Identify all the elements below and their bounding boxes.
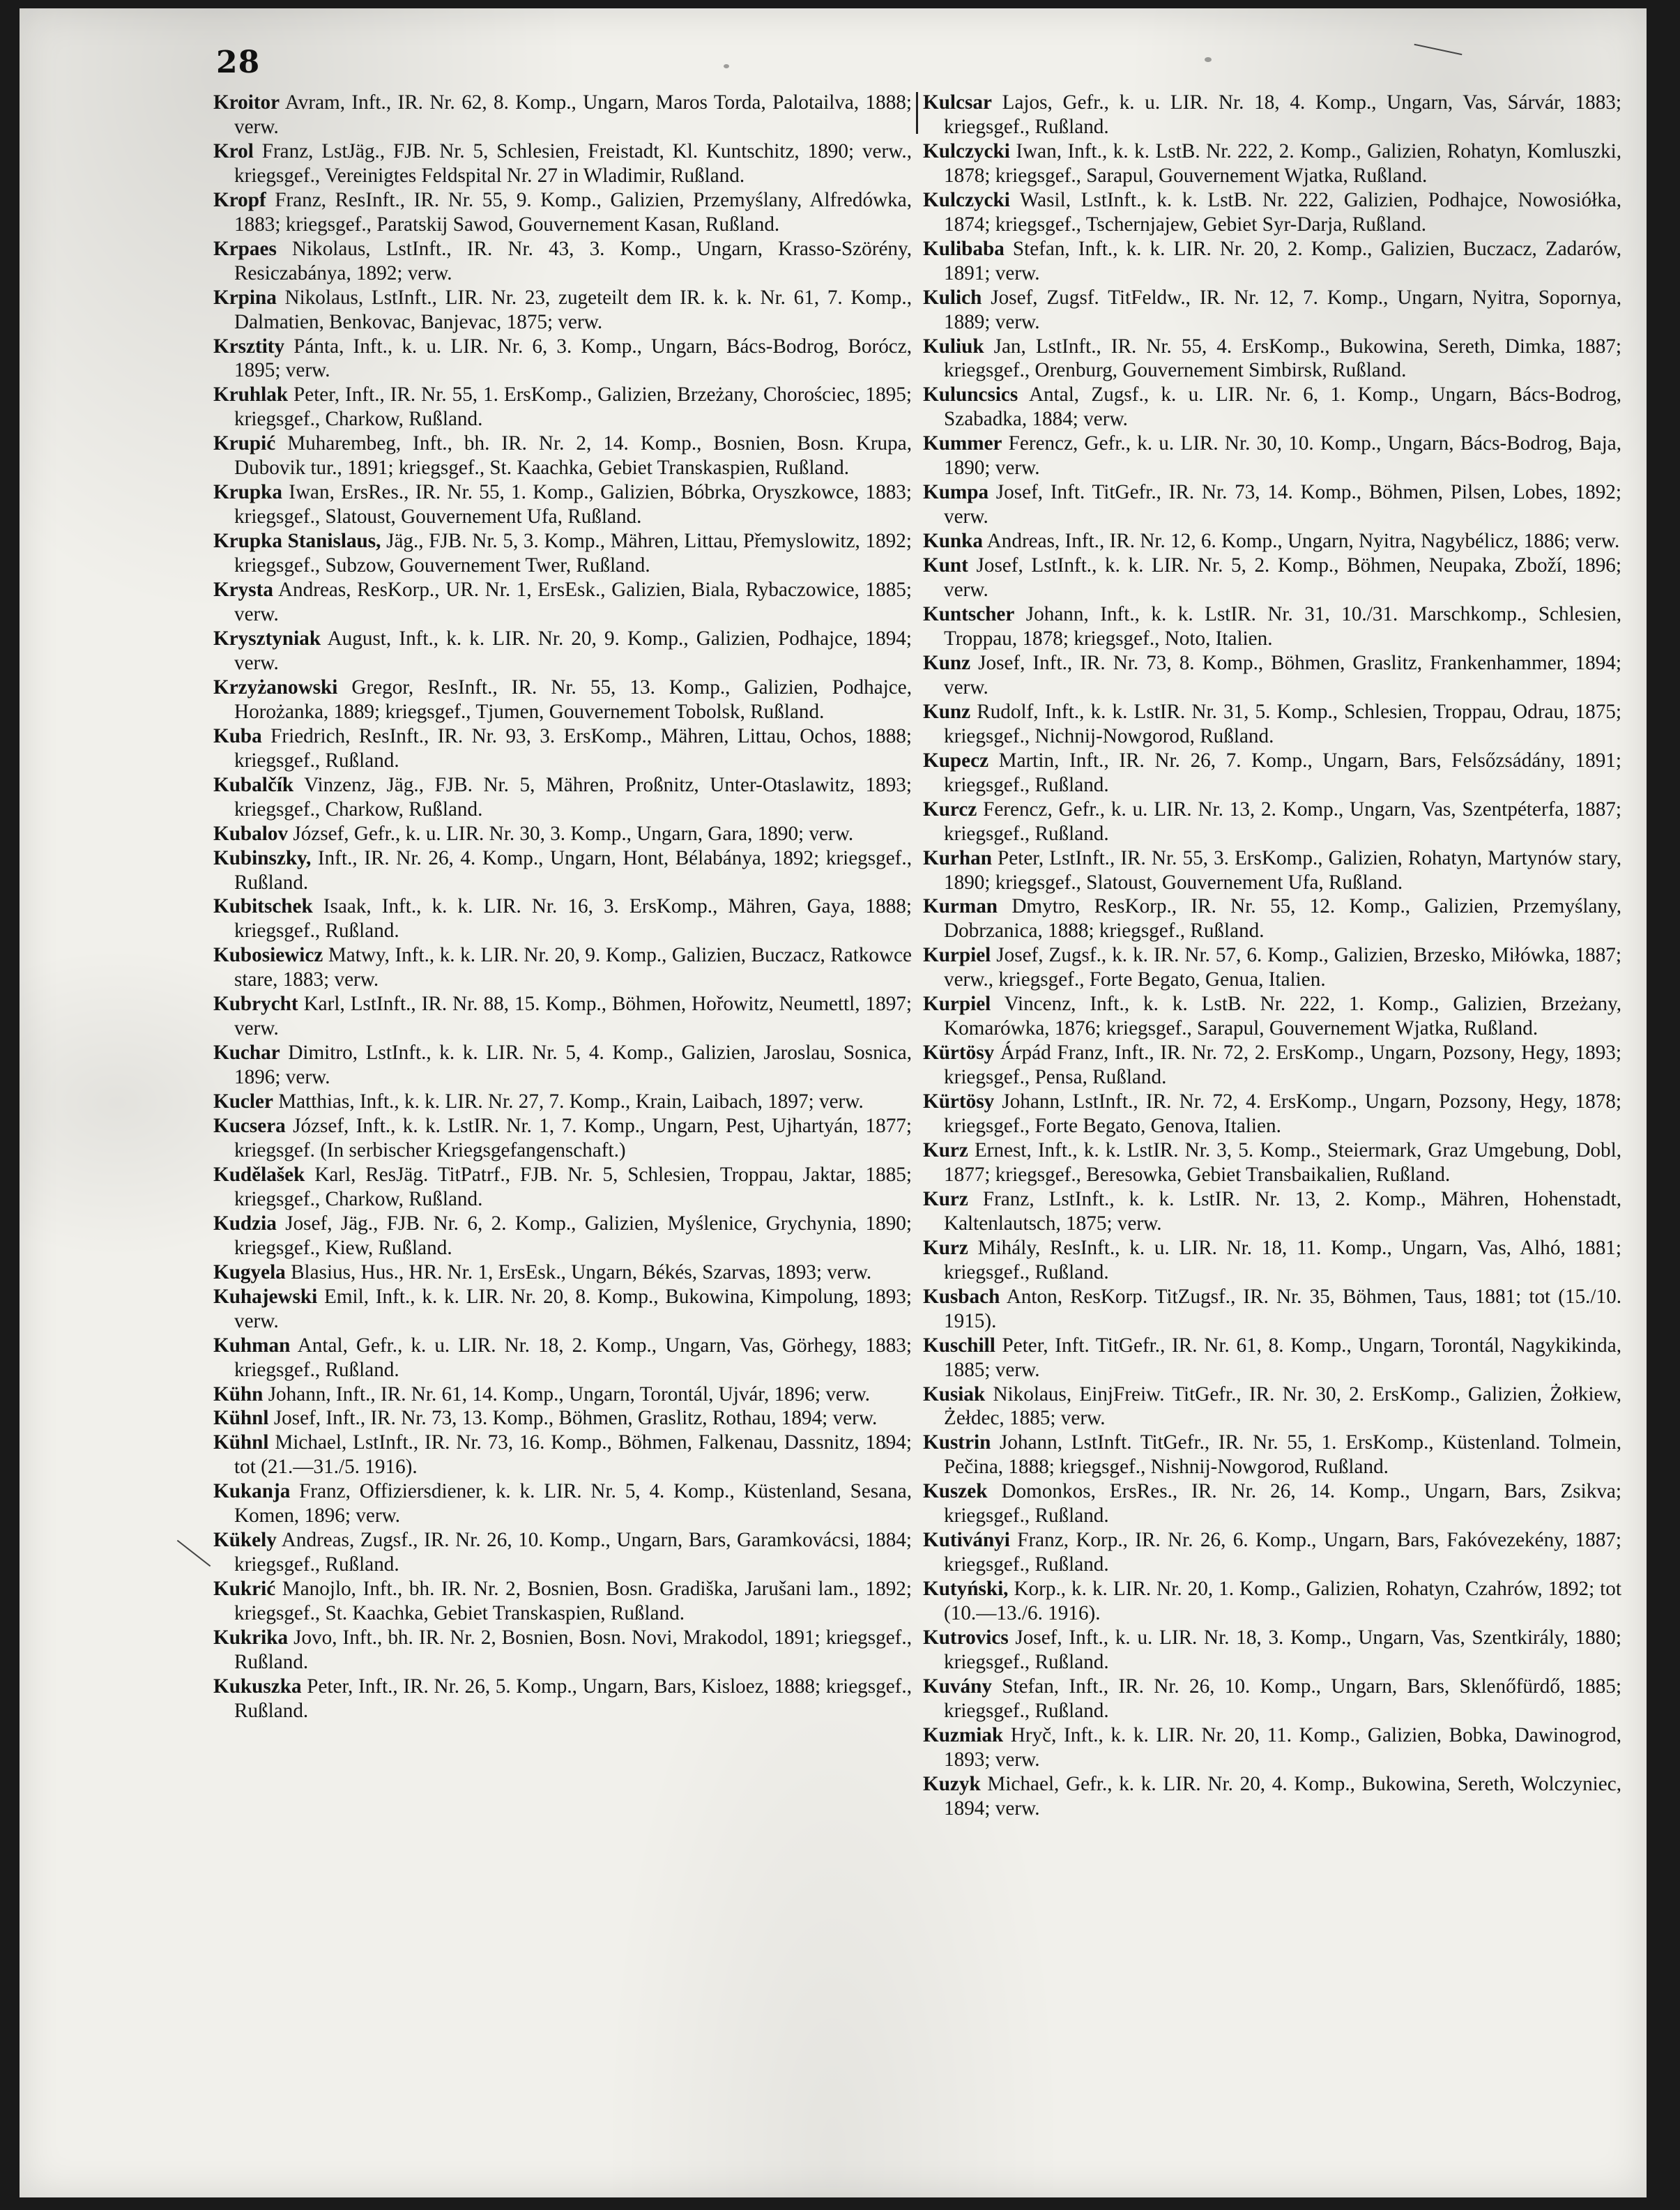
entry-surname: Kudzia	[213, 1212, 277, 1235]
list-entry	[923, 383, 1621, 432]
list-entry	[923, 480, 1621, 529]
entry-surname: Krzyżanowski	[213, 676, 338, 699]
entry-details: Peter, Inft., IR. Nr. 55, 1. ErsKomp., Galizien, Brzeżany, Chorościec, 1895; kriegsgef., Charkow, Rußland.	[234, 383, 912, 431]
list-entry	[923, 1675, 1621, 1723]
list-entry	[923, 91, 1621, 139]
page-number: 28	[216, 45, 261, 80]
list-entry	[213, 894, 912, 943]
entry-details: Franz, ResInft., IR. Nr. 55, 9. Komp., Galizien, Przemyślany, Alfredówka, 1883; kriegsgef., Paratskij Sawod, Gouvernement Kasan, Rußland.	[234, 188, 912, 236]
entry-details: Matthias, Inft., k. k. LIR. Nr. 27, 7. Komp., Krain, Laibach, 1897; verw.	[273, 1090, 864, 1113]
entry-details: Josef, Jäg., FJB. Nr. 6, 2. Komp., Galizien, Myślenice, Grychynia, 1890; kriegsgef., Kiew, Rußland.	[234, 1212, 912, 1259]
entry-details: Ferencz, Gefr., k. u. LIR. Nr. 30, 10. Komp., Ungarn, Bács-Bodrog, Baja, 1890; verw.	[944, 432, 1621, 480]
entry-surname: Krsztity	[213, 335, 285, 358]
entry-details: Pánta, Inft., k. u. LIR. Nr. 6, 3. Komp., Ungarn, Bács-Bodrog, Borócz, 1895; verw.	[234, 335, 912, 382]
list-entry	[213, 1406, 912, 1431]
entry-details: Andreas, Zugsf., IR. Nr. 26, 10. Komp., Ungarn, Bars, Garamkovácsi, 1884; kriegsgef., Rußland.	[234, 1529, 912, 1576]
entry-surname: Kükely	[213, 1529, 277, 1552]
entry-surname: Kurz	[923, 1236, 968, 1259]
entry-details: Martin, Inft., IR. Nr. 26, 7. Komp., Ungarn, Bars, Felsőzsádány, 1891; kriegsgef., Rußland.	[944, 749, 1621, 796]
list-entry	[923, 700, 1621, 749]
entry-surname: Kucsera	[213, 1115, 286, 1138]
entry-surname: Kubrycht	[213, 993, 298, 1016]
list-entry	[213, 188, 912, 237]
list-entry	[213, 1626, 912, 1675]
entry-details: Franz, LstInft., k. k. LstIR. Nr. 13, 2. Komp., Mähren, Hohenstadt, Kaltenlautsch, 1875; verw.	[944, 1187, 1621, 1235]
entry-surname: Kutiványi	[923, 1529, 1010, 1552]
list-entry	[923, 651, 1621, 700]
list-entry	[923, 529, 1621, 554]
entry-surname: Kurz	[923, 1187, 968, 1210]
entry-details: József, Gefr., k. u. LIR. Nr. 30, 3. Komp., Ungarn, Gara, 1890; verw.	[288, 822, 854, 845]
scan-mark	[177, 1540, 211, 1567]
entry-surname: Kulibaba	[923, 237, 1005, 260]
entry-details: Josef, Zugsf., k. k. IR. Nr. 57, 6. Komp., Galizien, Brzesko, Miłówka, 1887; verw., kriegsgef., Forte Begato, Genua, Italien.	[944, 944, 1621, 991]
entry-surname: Kühn	[213, 1382, 264, 1405]
entry-details: Karl, ResJäg. TitPatrf., FJB. Nr. 5, Schlesien, Troppau, Jaktar, 1885; kriegsgef., Charkow, Rußland.	[234, 1163, 912, 1210]
entry-surname: Kuhajewski	[213, 1285, 318, 1308]
scan-speck	[724, 64, 729, 68]
entry-surname: Kutyński,	[923, 1578, 1009, 1601]
entry-surname: Kuzyk	[923, 1772, 981, 1795]
list-entry	[923, 1431, 1621, 1479]
entry-surname: Kühnl	[213, 1407, 269, 1430]
entry-details: Andreas, ResKorp., UR. Nr. 1, ErsEsk., Galizien, Biala, Rybaczowice, 1885; verw.	[234, 579, 912, 626]
entry-details: Josef, Inft. TitGefr., IR. Nr. 73, 14. Komp., Böhmen, Pilsen, Lobes, 1892; verw.	[944, 481, 1621, 528]
entry-details: Ferencz, Gefr., k. u. LIR. Nr. 13, 2. Komp., Ungarn, Vas, Szentpéterfa, 1887; kriegsgef., Rußland.	[944, 798, 1621, 845]
list-entry	[213, 822, 912, 846]
list-entry	[923, 1236, 1621, 1285]
entry-details: Gregor, ResInft., IR. Nr. 55, 13. Komp., Galizien, Podhajce, Horożanka, 1889; kriegsgef., Tjumen, Gouvernement Tobolsk, Rußland.	[234, 676, 912, 723]
list-entry	[923, 237, 1621, 286]
entry-surname: Kurpiel	[923, 993, 991, 1016]
list-entry	[213, 1041, 912, 1090]
list-entry	[923, 1138, 1621, 1187]
entry-surname: Kurpiel	[923, 944, 991, 967]
list-entry	[923, 1187, 1621, 1236]
list-entry	[923, 286, 1621, 335]
entry-surname: Kunz	[923, 651, 971, 674]
entry-surname: Kuba	[213, 724, 262, 747]
entry-details: Manojlo, Inft., bh. IR. Nr. 2, Bosnien, Bosn. Gradiška, Jarušani lam., 1892; kriegsgef., St. Kaachka, Gebiet Transkaspien, Rußland.	[234, 1578, 912, 1625]
entry-surname: Kusbach	[923, 1285, 1000, 1308]
entry-details: Mihály, ResInft., k. u. LIR. Nr. 18, 11. Komp., Ungarn, Vas, Alhó, 1881; kriegsgef., Rußland.	[944, 1236, 1621, 1283]
list-entry	[923, 554, 1621, 602]
entry-details: Vincenz, Inft., k. k. LstB. Nr. 222, 1. Komp., Galizien, Brzeżany, Komarówka, 1876; kriegsgef., Sarapul, Gouvernement Wjatka, Rußland.	[944, 993, 1621, 1040]
list-entry	[213, 529, 912, 578]
entry-details: Josef, LstInft., k. k. LIR. Nr. 5, 2. Komp., Böhmen, Neupaka, Zboží, 1896; verw.	[944, 554, 1621, 602]
entry-details: Franz, LstJäg., FJB. Nr. 5, Schlesien, Freistadt, Kl. Kuntschitz, 1890; verw., kriegsgef., Vereinigtes Feldspital Nr. 27 in Wladimir, Rußland.	[234, 139, 912, 187]
entry-details: Stefan, Inft., k. k. LIR. Nr. 20, 2. Komp., Galizien, Buczacz, Zadarów, 1891; verw.	[944, 237, 1621, 284]
entry-details: Árpád Franz, Inft., IR. Nr. 72, 2. ErsKomp., Ungarn, Pozsony, Hegy, 1893; kriegsgef., Pensa, Rußland.	[944, 1042, 1621, 1089]
list-entry	[213, 992, 912, 1041]
list-entry	[213, 432, 912, 480]
entry-surname: Kubitschek	[213, 895, 313, 918]
left-column	[213, 91, 912, 1723]
entry-details: Nikolaus, EinjFreiw. TitGefr., IR. Nr. 30, 2. ErsKomp., Galizien, Żołkiew, Żełdec, 1885; verw.	[944, 1382, 1621, 1430]
list-entry	[213, 139, 912, 188]
entry-details: August, Inft., k. k. LIR. Nr. 20, 9. Komp., Galizien, Podhajce, 1894; verw.	[234, 627, 912, 674]
entry-details: Matwy, Inft., k. k. LIR. Nr. 20, 9. Komp., Galizien, Buczacz, Ratkowce stare, 1883; verw.	[234, 944, 912, 991]
entry-surname: Krol	[213, 139, 254, 162]
entry-surname: Kropf	[213, 188, 266, 211]
entry-surname: Kuhman	[213, 1334, 291, 1357]
entry-surname: Krupka Stanislaus,	[213, 530, 381, 553]
entry-details: Antal, Gefr., k. u. LIR. Nr. 18, 2. Komp., Ungarn, Vas, Görhegy, 1883; kriegsgef., Rußland.	[234, 1334, 912, 1381]
entry-surname: Kukrić	[213, 1578, 276, 1601]
entry-surname: Kusiak	[923, 1382, 986, 1405]
entry-details: Josef, Inft., k. u. LIR. Nr. 18, 3. Komp., Ungarn, Vas, Szentkirály, 1880; kriegsgef., Rußland.	[944, 1626, 1621, 1673]
entry-surname: Kurz	[923, 1138, 968, 1161]
entry-surname: Kugyela	[213, 1260, 286, 1283]
entry-details: Peter, LstInft., IR. Nr. 55, 3. ErsKomp., Galizien, Rohatyn, Martynów stary, 1890; kriegsgef., Slatoust, Gouvernement Ufa, Rußland.	[944, 846, 1621, 894]
entry-details: Emil, Inft., k. k. LIR. Nr. 20, 8. Komp., Bukowina, Kimpolung, 1893; verw.	[234, 1285, 912, 1332]
entry-surname: Kunka	[923, 530, 983, 553]
entry-details: Nikolaus, LstInft., LIR. Nr. 23, zugeteilt dem IR. k. k. Nr. 61, 7. Komp., Dalmatien, Benkovac, Banjevac, 1875; verw.	[234, 286, 912, 333]
entry-details: Isaak, Inft., k. k. LIR. Nr. 16, 3. ErsKomp., Mähren, Gaya, 1888; kriegsgef., Rußland.	[234, 895, 912, 943]
entry-surname: Kubosiewicz	[213, 944, 323, 967]
entry-surname: Kutrovics	[923, 1626, 1009, 1649]
entry-details: Iwan, ErsRes., IR. Nr. 55, 1. Komp., Galizien, Bóbrka, Oryszkowce, 1883; kriegsgef., Slatoust, Gouvernement Ufa, Rußland.	[234, 481, 912, 528]
entry-surname: Kuzmiak	[923, 1723, 1004, 1746]
entry-details: Vinzenz, Jäg., FJB. Nr. 5, Mähren, Proßnitz, Unter-Otaslawitz, 1893; kriegsgef., Charkow, Rußland.	[234, 773, 912, 821]
entry-surname: Kurman	[923, 895, 998, 918]
entry-details: Dimitro, LstInft., k. k. LIR. Nr. 5, 4. Komp., Galizien, Jaroslau, Sosnica, 1896; verw.	[234, 1042, 912, 1089]
list-entry	[213, 1285, 912, 1334]
list-entry	[213, 1479, 912, 1528]
entry-surname: Kulczycki	[923, 139, 1010, 162]
list-entry	[213, 724, 912, 773]
entry-surname: Kunt	[923, 554, 968, 577]
list-entry	[923, 1041, 1621, 1090]
list-entry	[923, 1090, 1621, 1138]
list-entry	[213, 1163, 912, 1212]
entry-details: Franz, Offiziersdiener, k. k. LIR. Nr. 5, 4. Komp., Küstenland, Sesana, Komen, 1896; verw.	[234, 1480, 912, 1527]
entry-surname: Kupecz	[923, 749, 989, 772]
list-entry	[213, 676, 912, 724]
entry-details: Blasius, Hus., HR. Nr. 1, ErsEsk., Ungarn, Békés, Szarvas, 1893; verw.	[285, 1260, 872, 1283]
list-entry	[923, 1723, 1621, 1772]
entry-surname: Krupka	[213, 481, 282, 504]
list-entry	[213, 1260, 912, 1285]
entry-surname: Krysztyniak	[213, 627, 321, 650]
entry-details: Johann, Inft., IR. Nr. 61, 14. Komp., Ungarn, Torontál, Ujvár, 1896; verw.	[263, 1382, 871, 1405]
document-page	[20, 8, 1647, 2197]
list-entry	[213, 383, 912, 432]
list-entry	[213, 773, 912, 822]
entry-details: Antal, Zugsf., k. u. LIR. Nr. 6, 1. Komp., Ungarn, Bács-Bodrog, Szabadka, 1884; verw.	[944, 383, 1621, 431]
entry-details: József, Inft., k. k. LstIR. Nr. 1, 7. Komp., Ungarn, Pest, Ujhartyán, 1877; kriegsgef. (In serbischer Kriegsgefangenschaft.)	[234, 1115, 912, 1161]
list-entry	[923, 335, 1621, 383]
entry-surname: Kuluncsics	[923, 383, 1018, 406]
entry-details: Andreas, Inft., IR. Nr. 12, 6. Komp., Ungarn, Nyitra, Nagybélicz, 1886; verw.	[983, 530, 1620, 553]
entry-surname: Kumpa	[923, 481, 989, 504]
entry-details: Dmytro, ResKorp., IR. Nr. 55, 12. Komp., Galizien, Przemyślany, Dobrzanica, 1888; kriegsgef., Rußland.	[944, 895, 1621, 943]
list-entry	[213, 480, 912, 529]
entry-details: Johann, Inft., k. k. LstIR. Nr. 31, 10./31. Marschkomp., Schlesien, Troppau, 1878; kriegsgef., Noto, Italien.	[944, 603, 1621, 650]
list-entry	[213, 1090, 912, 1114]
entry-surname: Kurcz	[923, 798, 977, 821]
entry-details: Karl, LstInft., IR. Nr. 88, 15. Komp., Böhmen, Hořowitz, Neumettl, 1897; verw.	[234, 993, 912, 1040]
list-entry	[213, 846, 912, 895]
entry-surname: Kuntscher	[923, 603, 1015, 626]
entry-surname: Kulczycki	[923, 188, 1010, 211]
list-entry	[923, 749, 1621, 798]
entry-surname: Kuliuk	[923, 335, 984, 358]
entry-surname: Kucler	[213, 1090, 273, 1113]
entry-surname: Kuchar	[213, 1042, 280, 1065]
list-entry	[213, 943, 912, 992]
entry-details: Rudolf, Inft., k. k. LstIR. Nr. 31, 5. Komp., Schlesien, Troppau, Odrau, 1875; kriegsgef., Nichnij-Nowgorod, Rußland.	[944, 700, 1621, 747]
entry-surname: Kudělašek	[213, 1163, 305, 1186]
entry-surname: Krpaes	[213, 237, 277, 260]
entry-surname: Kürtösy	[923, 1042, 995, 1065]
entry-details: Josef, Inft., IR. Nr. 73, 13. Komp., Böhmen, Graslitz, Rothau, 1894; verw.	[268, 1407, 878, 1430]
entry-surname: Kukanja	[213, 1480, 291, 1503]
list-entry	[923, 139, 1621, 188]
entry-surname: Kuvány	[923, 1675, 992, 1698]
entry-surname: Krupić	[213, 432, 276, 455]
list-entry	[213, 237, 912, 286]
entry-details: Inft., IR. Nr. 26, 4. Komp., Ungarn, Hont, Bélabánya, 1892; kriegsgef., Rußland.	[234, 846, 912, 894]
entry-details: Josef, Inft., IR. Nr. 73, 8. Komp., Böhmen, Graslitz, Frankenhammer, 1894; verw.	[944, 651, 1621, 699]
list-entry	[923, 1382, 1621, 1431]
entry-details: Jäg., FJB. Nr. 5, 3. Komp., Mähren, Littau, Přemyslowitz, 1892; kriegsgef., Subzow, Gouvernement Twer, Rußland.	[234, 530, 912, 577]
list-entry	[213, 1334, 912, 1382]
entry-details: Anton, ResKorp. TitZugsf., IR. Nr. 35, Böhmen, Taus, 1881; tot (15./10. 1915).	[944, 1285, 1621, 1332]
list-entry	[213, 1577, 912, 1626]
entry-surname: Kühnl	[213, 1431, 269, 1454]
entry-surname: Kürtösy	[923, 1090, 995, 1113]
entry-surname: Kuschill	[923, 1334, 995, 1357]
list-entry	[923, 1772, 1621, 1821]
list-entry	[923, 1479, 1621, 1528]
entry-details: Muharembeg, Inft., bh. IR. Nr. 2, 14. Komp., Bosnien, Bosn. Krupa, Dubovik tur., 1891; kriegsgef., St. Kaachka, Gebiet Transkaspien, Rußland.	[234, 432, 912, 480]
list-entry	[923, 894, 1621, 943]
entry-details: Johann, LstInft. TitGefr., IR. Nr. 55, 1. ErsKomp., Küstenland. Tolmein, Pečina, 1888; kriegsgef., Nishnij-Nowgorod, Rußland.	[944, 1431, 1621, 1479]
entry-details: Josef, Zugsf. TitFeldw., IR. Nr. 12, 7. Komp., Ungarn, Nyitra, Sopornya, 1889; verw.	[944, 286, 1621, 333]
entry-surname: Kruhlak	[213, 383, 289, 406]
entry-surname: Kukrika	[213, 1626, 289, 1649]
entry-details: Johann, LstInft., IR. Nr. 72, 4. ErsKomp., Ungarn, Pozsony, Hegy, 1878; kriegsgef., Forte Begato, Genova, Italien.	[944, 1090, 1621, 1138]
list-entry	[213, 335, 912, 383]
list-entry	[923, 846, 1621, 895]
entry-surname: Kubalčík	[213, 773, 294, 796]
list-entry	[923, 1528, 1621, 1577]
entry-details: Peter, Inft. TitGefr., IR. Nr. 61, 8. Komp., Ungarn, Torontál, Nagykikinda, 1885; verw.	[944, 1334, 1621, 1381]
list-entry	[923, 798, 1621, 846]
entry-surname: Kroitor	[213, 91, 280, 114]
entry-details: Wasil, LstInft., k. k. LstB. Nr. 222, Galizien, Podhajce, Nowosiółka, 1874; kriegsgef., Tschernjajew, Gebiet Syr-Darja, Rußland.	[944, 188, 1621, 236]
list-entry	[213, 1675, 912, 1723]
list-entry	[923, 432, 1621, 480]
entry-details: Friedrich, ResInft., IR. Nr. 93, 3. ErsKomp., Mähren, Littau, Ochos, 1888; kriegsgef., Rußland.	[234, 724, 912, 772]
list-entry	[213, 1212, 912, 1260]
scan-speck	[1205, 57, 1212, 62]
entry-details: Hryč, Inft., k. k. LIR. Nr. 20, 11. Komp., Galizien, Bobka, Dawinogrod, 1893; verw.	[944, 1723, 1621, 1771]
entry-details: Michael, Gefr., k. k. LIR. Nr. 20, 4. Komp., Bukowina, Sereth, Wolczyniec, 1894; verw.	[944, 1772, 1621, 1820]
list-entry	[923, 1626, 1621, 1675]
list-entry	[923, 1334, 1621, 1382]
entry-surname: Kummer	[923, 432, 1002, 455]
entry-surname: Kubinszky,	[213, 846, 312, 869]
entry-details: Stefan, Inft., IR. Nr. 26, 10. Komp., Ungarn, Bars, Sklenőfürdő, 1885; kriegsgef., Rußland.	[944, 1675, 1621, 1722]
list-entry	[213, 286, 912, 335]
entry-surname: Kurhan	[923, 846, 992, 869]
entry-details: Nikolaus, LstInft., IR. Nr. 43, 3. Komp., Ungarn, Krasso-Szörény, Resiczabánya, 1892; verw.	[234, 237, 912, 284]
list-entry	[923, 188, 1621, 237]
list-entry	[213, 1528, 912, 1577]
list-entry	[213, 91, 912, 139]
column-divider	[916, 92, 918, 134]
entry-details: Iwan, Inft., k. k. LstB. Nr. 222, 2. Komp., Galizien, Rohatyn, Komluszki, 1878; kriegsgef., Sarapul, Gouvernement Wjatka, Rußland.	[944, 139, 1621, 187]
entry-details: Jan, LstInft., IR. Nr. 55, 4. ErsKomp., Bukowina, Sereth, Dimka, 1887; kriegsgef., Orenburg, Gouvernement Simbirsk, Rußland.	[944, 335, 1621, 382]
list-entry	[923, 1577, 1621, 1626]
list-entry	[213, 1382, 912, 1407]
entry-surname: Kukuszka	[213, 1675, 302, 1698]
scan-speck	[884, 1445, 888, 1449]
entry-surname: Kuszek	[923, 1480, 988, 1503]
entry-surname: Kulich	[923, 286, 982, 309]
entry-surname: Krpina	[213, 286, 277, 309]
entry-details: Lajos, Gefr., k. u. LIR. Nr. 18, 4. Komp., Ungarn, Vas, Sárvár, 1883; kriegsgef., Rußland.	[944, 91, 1621, 138]
entry-surname: Kulcsar	[923, 91, 992, 114]
entry-surname: Kunz	[923, 700, 971, 723]
entry-details: Jovo, Inft., bh. IR. Nr. 2, Bosnien, Bosn. Novi, Mrakodol, 1891; kriegsgef., Rußland.	[234, 1626, 912, 1673]
list-entry	[923, 1285, 1621, 1334]
scan-mark	[1414, 44, 1463, 56]
entry-details: Avram, Inft., IR. Nr. 62, 8. Komp., Ungarn, Maros Torda, Palotailva, 1888; verw.	[234, 91, 912, 138]
list-entry	[213, 627, 912, 676]
entry-surname: Krysta	[213, 579, 273, 602]
entry-surname: Kubalov	[213, 822, 289, 845]
entry-details: Korp., k. k. LIR. Nr. 20, 1. Komp., Galizien, Rohatyn, Czahrów, 1892; tot (10.—13./6. 1916).	[944, 1578, 1621, 1625]
list-entry	[923, 943, 1621, 992]
list-entry	[923, 602, 1621, 651]
entry-details: Franz, Korp., IR. Nr. 26, 6. Komp., Ungarn, Bars, Fakóvezekény, 1887; kriegsgef., Rußland.	[944, 1529, 1621, 1576]
list-entry	[213, 1431, 912, 1479]
entry-surname: Kustrin	[923, 1431, 991, 1454]
list-entry	[213, 578, 912, 627]
right-column	[923, 91, 1621, 1821]
list-entry	[213, 1114, 912, 1163]
entry-details: Peter, Inft., IR. Nr. 26, 5. Komp., Ungarn, Bars, Kisloez, 1888; kriegsgef., Rußland.	[234, 1675, 912, 1722]
list-entry	[923, 992, 1621, 1041]
entry-details: Domonkos, ErsRes., IR. Nr. 26, 14. Komp., Ungarn, Bars, Zsikva; kriegsgef., Rußland.	[944, 1480, 1621, 1527]
entry-details: Ernest, Inft., k. k. LstIR. Nr. 3, 5. Komp., Steiermark, Graz Umgebung, Dobl, 1877; kriegsgef., Beresowka, Gebiet Transbaikalien, Rußland.	[944, 1138, 1621, 1186]
entry-details: Michael, LstInft., IR. Nr. 73, 16. Komp., Böhmen, Falkenau, Dassnitz, 1894; tot (21.—31./5. 1916).	[234, 1431, 912, 1479]
